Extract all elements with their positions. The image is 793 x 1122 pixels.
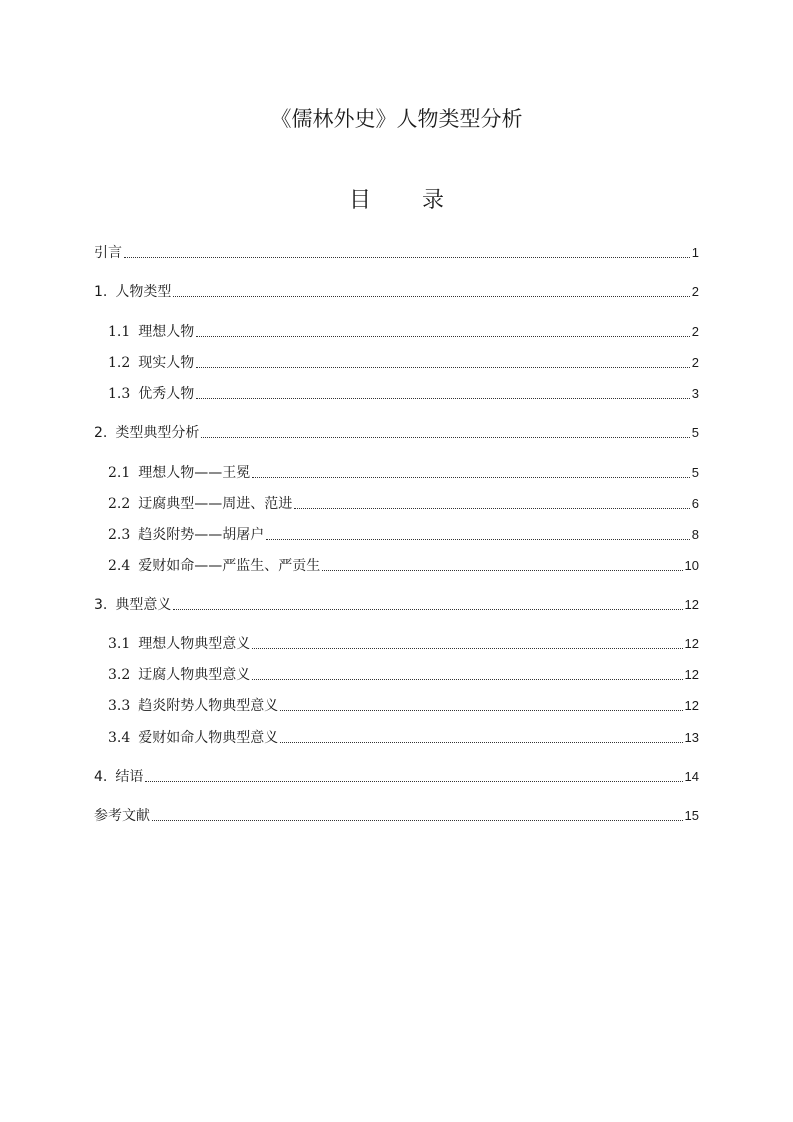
- toc-entry-page: 13: [684, 730, 699, 745]
- dot-leader: [322, 570, 682, 571]
- toc-entry-number: 2.1: [108, 465, 131, 481]
- toc-entry-number: 3.: [94, 597, 108, 613]
- dot-leader: [266, 539, 690, 540]
- toc-entry-number: 3.1: [108, 636, 131, 652]
- toc-entry-page: 12: [684, 667, 699, 682]
- toc-heading: 目 录: [349, 188, 466, 213]
- toc-entry-label: 理想人物: [138, 324, 195, 340]
- toc-entry-section-1-2[interactable]: [108, 352, 699, 374]
- toc-entry-page: 2: [691, 355, 699, 370]
- toc-entry-number: 3.3: [108, 698, 131, 714]
- toc-entry-number: 2.4: [108, 558, 131, 574]
- toc-entry-page: 5: [691, 425, 699, 440]
- toc-entry-page: 12: [684, 636, 699, 651]
- toc-entry-label: 趋炎附势——胡屠户: [138, 527, 265, 543]
- dot-leader: [201, 437, 689, 438]
- toc-entry-number: 2.3: [108, 527, 131, 543]
- toc-entry-page: 3: [691, 386, 699, 401]
- toc-entry-page: 2: [691, 284, 699, 299]
- toc-entry-number: 2.2: [108, 496, 131, 512]
- toc-entry-label: 优秀人物: [138, 386, 195, 402]
- toc-entry-section-1-3[interactable]: [108, 383, 699, 405]
- toc-entry-page: 14: [684, 769, 699, 784]
- dot-leader: [173, 296, 689, 297]
- toc-entry-label: 迂腐典型——周进、范进: [138, 496, 293, 512]
- toc-entry-page: 1: [691, 245, 699, 260]
- toc-entry-section-3-2[interactable]: [108, 664, 699, 686]
- dot-leader: [196, 367, 690, 368]
- dot-leader: [196, 336, 690, 337]
- document-title: 《儒林外史》人物类型分析: [270, 107, 523, 131]
- toc-entry-chapter-3[interactable]: [94, 594, 699, 616]
- toc-entry-chapter-4[interactable]: [94, 766, 699, 788]
- toc-entry-label: 结语: [115, 769, 144, 785]
- toc-entry-page: 12: [684, 597, 699, 612]
- dot-leader: [252, 679, 682, 680]
- toc-entry-references[interactable]: [94, 805, 699, 827]
- toc-entry-chapter-2[interactable]: [94, 422, 699, 444]
- dot-leader: [294, 508, 690, 509]
- toc-entry-label: 理想人物典型意义: [138, 636, 251, 652]
- toc-entry-page: 5: [691, 465, 699, 480]
- toc-entry-label: 参考文献: [94, 808, 150, 824]
- dot-leader: [252, 648, 682, 649]
- dot-leader: [252, 477, 690, 478]
- toc-entry-label: 人物类型: [115, 284, 172, 300]
- dot-leader: [196, 398, 690, 399]
- toc-entry-number: 2.: [94, 425, 108, 441]
- toc-entry-number: 1.3: [108, 386, 131, 402]
- toc-entry-number: 3.4: [108, 730, 131, 746]
- toc-entry-label: 爱财如命——严监生、严贡生: [138, 558, 321, 574]
- dot-leader: [145, 781, 682, 782]
- dot-leader: [280, 742, 682, 743]
- toc-entry-section-1-1[interactable]: [108, 321, 699, 343]
- toc-entry-section-2-1[interactable]: [108, 462, 699, 484]
- toc-entry-section-3-4[interactable]: [108, 727, 699, 749]
- toc-entry-label: 类型典型分析: [115, 425, 200, 441]
- toc-entry-label: 引言: [94, 245, 122, 261]
- toc-entry-number: 1.1: [108, 324, 131, 340]
- toc-entry-number: 1.2: [108, 355, 131, 371]
- dot-leader: [124, 257, 690, 258]
- toc-entry-section-2-3[interactable]: [108, 524, 699, 546]
- toc-entry-number: 4.: [94, 769, 108, 785]
- toc-entry-page: 6: [691, 496, 699, 511]
- toc-entry-section-2-2[interactable]: [108, 493, 699, 515]
- toc-entry-section-3-1[interactable]: [108, 633, 699, 655]
- dot-leader: [173, 609, 682, 610]
- toc-entry-section-2-4[interactable]: [108, 555, 699, 577]
- toc-entry-page: 2: [691, 324, 699, 339]
- toc-entry-page: 8: [691, 527, 699, 542]
- toc-entry-page: 15: [684, 808, 699, 823]
- toc-entry-label: 迂腐人物典型意义: [138, 667, 251, 683]
- toc-entry-label: 典型意义: [115, 597, 172, 613]
- toc-entry-page: 10: [684, 558, 699, 573]
- toc-entry-label: 趋炎附势人物典型意义: [138, 698, 279, 714]
- toc-entry-label: 爱财如命人物典型意义: [138, 730, 279, 746]
- toc-entry-introduction[interactable]: [94, 242, 699, 264]
- toc-entry-section-3-3[interactable]: [108, 695, 699, 717]
- toc-entry-number: 1.: [94, 284, 108, 300]
- toc-entry-chapter-1[interactable]: [94, 281, 699, 303]
- toc-entry-number: 3.2: [108, 667, 131, 683]
- toc-entry-label: 理想人物——王冕: [138, 465, 251, 481]
- toc-entry-label: 现实人物: [138, 355, 195, 371]
- toc-entry-page: 12: [684, 698, 699, 713]
- dot-leader: [152, 820, 683, 821]
- dot-leader: [280, 710, 682, 711]
